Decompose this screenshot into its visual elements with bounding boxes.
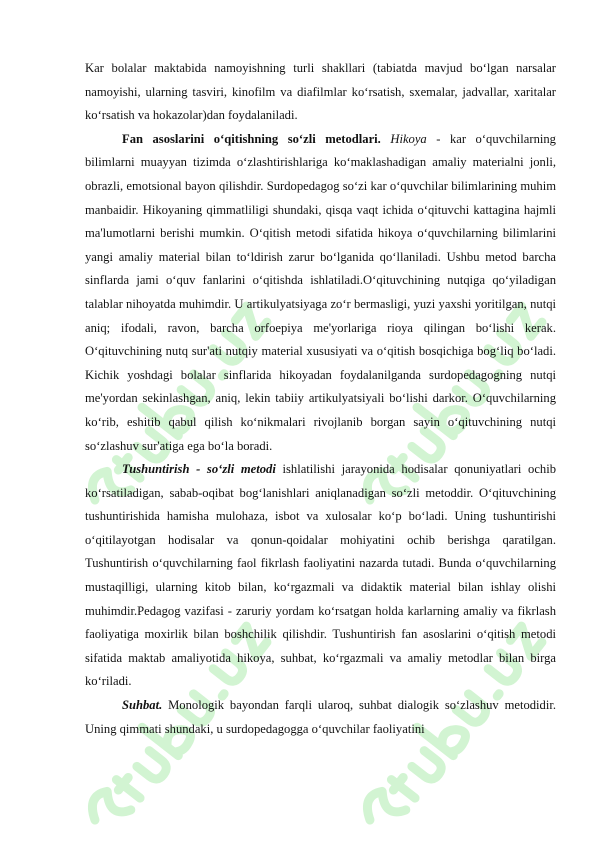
paragraph-1	[85, 57, 556, 128]
paragraph-3	[85, 458, 556, 694]
paragraph-text: ishlatilishi jarayonida hodisalar qonuniyatlari ochib ko‘rsatiladigan, sabab-oqibat bog‘lanishlari aniqlanadigan so‘zli metoddir. O‘qituvchining tushuntirishida hamisha mulohaza, isbot va xulosalar ko‘p bo‘ladi. Uning tushuntirishi o‘qitilayotgan hodisalar va qonun-qoidalar mohiyatini ochib berishga qaratilgan. Tushuntirish o‘quvchilarning faol fikrlash faoliyatini nazarda tutadi. Bunda o‘quvchilarning mustaqilligi, ularning kitob bilan, ko‘rgazmali va didaktik material bilan ishlay olishi muhimdir.Pedagog vazifasi - zaruriy yordam ko‘rsatgan holda karlarning amaliy va fikrlash faoliyatiga moxirlik bilan boshchilik qilishdir. Tushuntirish fan asoslarini o‘qitish metodi sifatida maktab amaliyotida hikoya, suhbat, ko‘rgazmali va amaliy metodlar bilan birga ko‘riladi.	[85, 462, 556, 689]
section-heading: Fan asoslarini o‘qitishning so‘zli metodlari.	[122, 131, 381, 146]
watermark-stroke	[359, 788, 405, 833]
term-hikoya: Hikoya	[390, 131, 427, 146]
document-body	[85, 57, 556, 741]
paragraph-text: Kar bolalar maktabida namoyishning turli shakllari (tabiatda mavjud bo‘lgan narsalar namoyishi, ularning tasviri, kinofilm va diafilmlar ko‘rsatish, sxemalar, jadvallar, xaritalar ko‘rsatish va hokazolar)dan foydalaniladi.	[85, 61, 556, 123]
watermark-stroke	[387, 773, 420, 804]
term-tushuntirish: Tushuntirish - so‘zli metodi	[122, 462, 276, 477]
term-suhbat: Suhbat.	[122, 698, 163, 713]
watermark-stroke	[137, 751, 170, 783]
paragraph-4	[85, 694, 556, 741]
watermark-stroke	[84, 788, 130, 833]
watermark-stroke	[112, 773, 145, 804]
paragraph-text: - kar o‘quvchilarning bilimlarni muayyan tizimda o‘zlashtirishlariga ko‘maklashadigan amaliy materialni jonli, obrazli, emotsional bayon qilishdir. Surdopedagog so‘zi kar o‘quvchilar bilimlarining muhim manbaidir. Hikoyaning qimmatliligi shundaki, qisqa vaqt ichida o‘qituvchi kattagina hajmli ma'lumotlarni berishi mumkin. O‘qitish metodi sifatida hikoya o‘quvchilarning bilimlarini yangi amaliy material bilan to‘ldirish zarur bo‘lganida qo‘llaniladi. Ushbu metod barcha sinflarda jami o‘quv fanlarini o‘qitishda ishlatiladi.O‘qituvchining nutqiga qo‘yiladigan talablar nihoyatda muhimdir. U artikulyatsiyaga zo‘r bermasligi, yuzi yaxshi yoritilgan, nutqi aniq; ifodali, ravon, barcha orfoepiya me'yorlariga rioya qilingan bo‘lishi kerak. O‘qituvchining nutq sur'ati nutqiy material xususiyati va o‘qitish bosqichiga bog‘liq bo‘ladi. Kichik yoshdagi bolalar sinflarida hikoyadan foydalanilganda surdopedagogning nutqi me'yordan sekinlashgan, aniq, lekin tabiiy artikulyatsiyali bo‘lishi darkor. O‘quvchilarning ko‘rib, eshitib qabul qilish ko‘nikmalari rivojlanib borgan sayin o‘qituvchining nutqi so‘zlashuv sur'atiga ega bo‘la boradi.	[85, 131, 556, 453]
paragraph-2	[85, 128, 556, 458]
paragraph-text: Monologik bayondan farqli ularoq, suhbat dialogik so‘zlashuv metodidir. Uning qimmati shundaki, u surdopedagogga o‘quvchilar faoliyatini	[85, 698, 556, 736]
watermark-stroke	[412, 751, 445, 783]
